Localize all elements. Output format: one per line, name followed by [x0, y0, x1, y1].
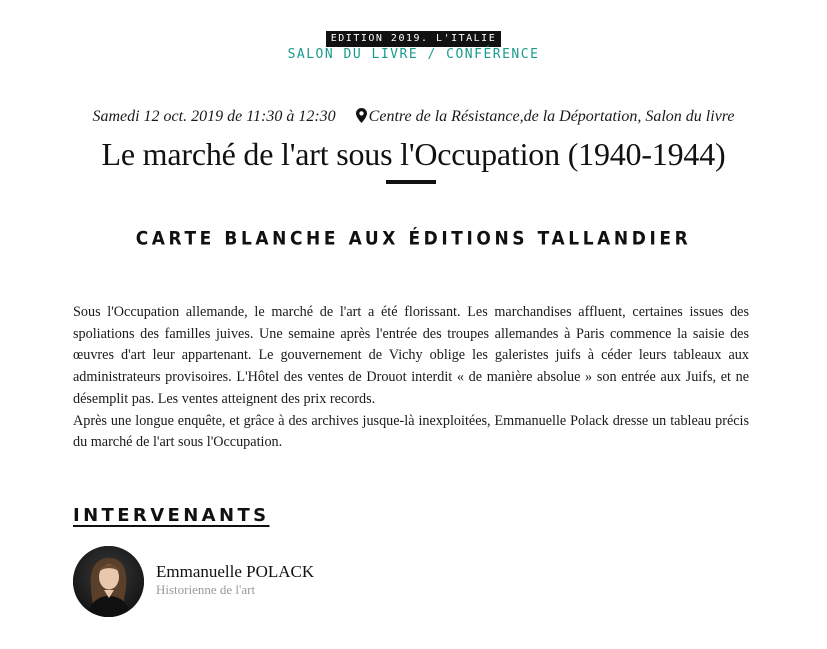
speakers-heading: INTERVENANTS [73, 505, 270, 526]
event-subtitle: CARTE BLANCHE AUX ÉDITIONS TALLANDIER [135, 228, 692, 250]
edition-badge-wrap [0, 26, 827, 47]
avatar[interactable] [73, 546, 144, 617]
event-category[interactable]: SALON DU LIVRE / CONFÉRENCE [287, 47, 540, 62]
page-title: Le marché de l'art sous l'Occupation (1940-1944) [101, 136, 726, 172]
speaker-role: Historienne de l'art [156, 582, 256, 597]
event-description: Sous l'Occupation allemande, le marché de l'art a été florissant. Les marchandises affluent, certaines issues des spoliations des familles juives. Une semaine après l'entrée des troupes allemandes à Paris commence la saisie des œuvres d'art leur appartenant. Le gouvernement de Vichy oblige les galeristes juifs à céder leurs tableaux aux administrateurs provisoires. L'Hôtel des ventes de Drouot interdit « de manière absolue » son entrée aux Juifs, et ne désemplit pas. Les ventes atteignent des prix records. Après une longue enquête, et grâce à des archives jusque-là inexploitées, Emmanuelle Polack dresse un tableau précis du marché de l'art sous l'Occupation. [73, 304, 749, 451]
speaker-card[interactable] [73, 546, 473, 618]
event-meta [0, 108, 827, 128]
map-pin-icon [356, 108, 367, 128]
title-divider [386, 180, 436, 184]
speaker-name[interactable]: Emmanuelle POLACK [156, 562, 315, 581]
event-location[interactable]: Centre de la Résistance,de la Déportation, Salon du livre [368, 108, 735, 125]
event-datetime: Samedi 12 oct. 2019 de 11:30 à 12:30 [92, 108, 336, 125]
edition-badge[interactable]: EDITION 2019. L'ITALIE [326, 31, 501, 47]
